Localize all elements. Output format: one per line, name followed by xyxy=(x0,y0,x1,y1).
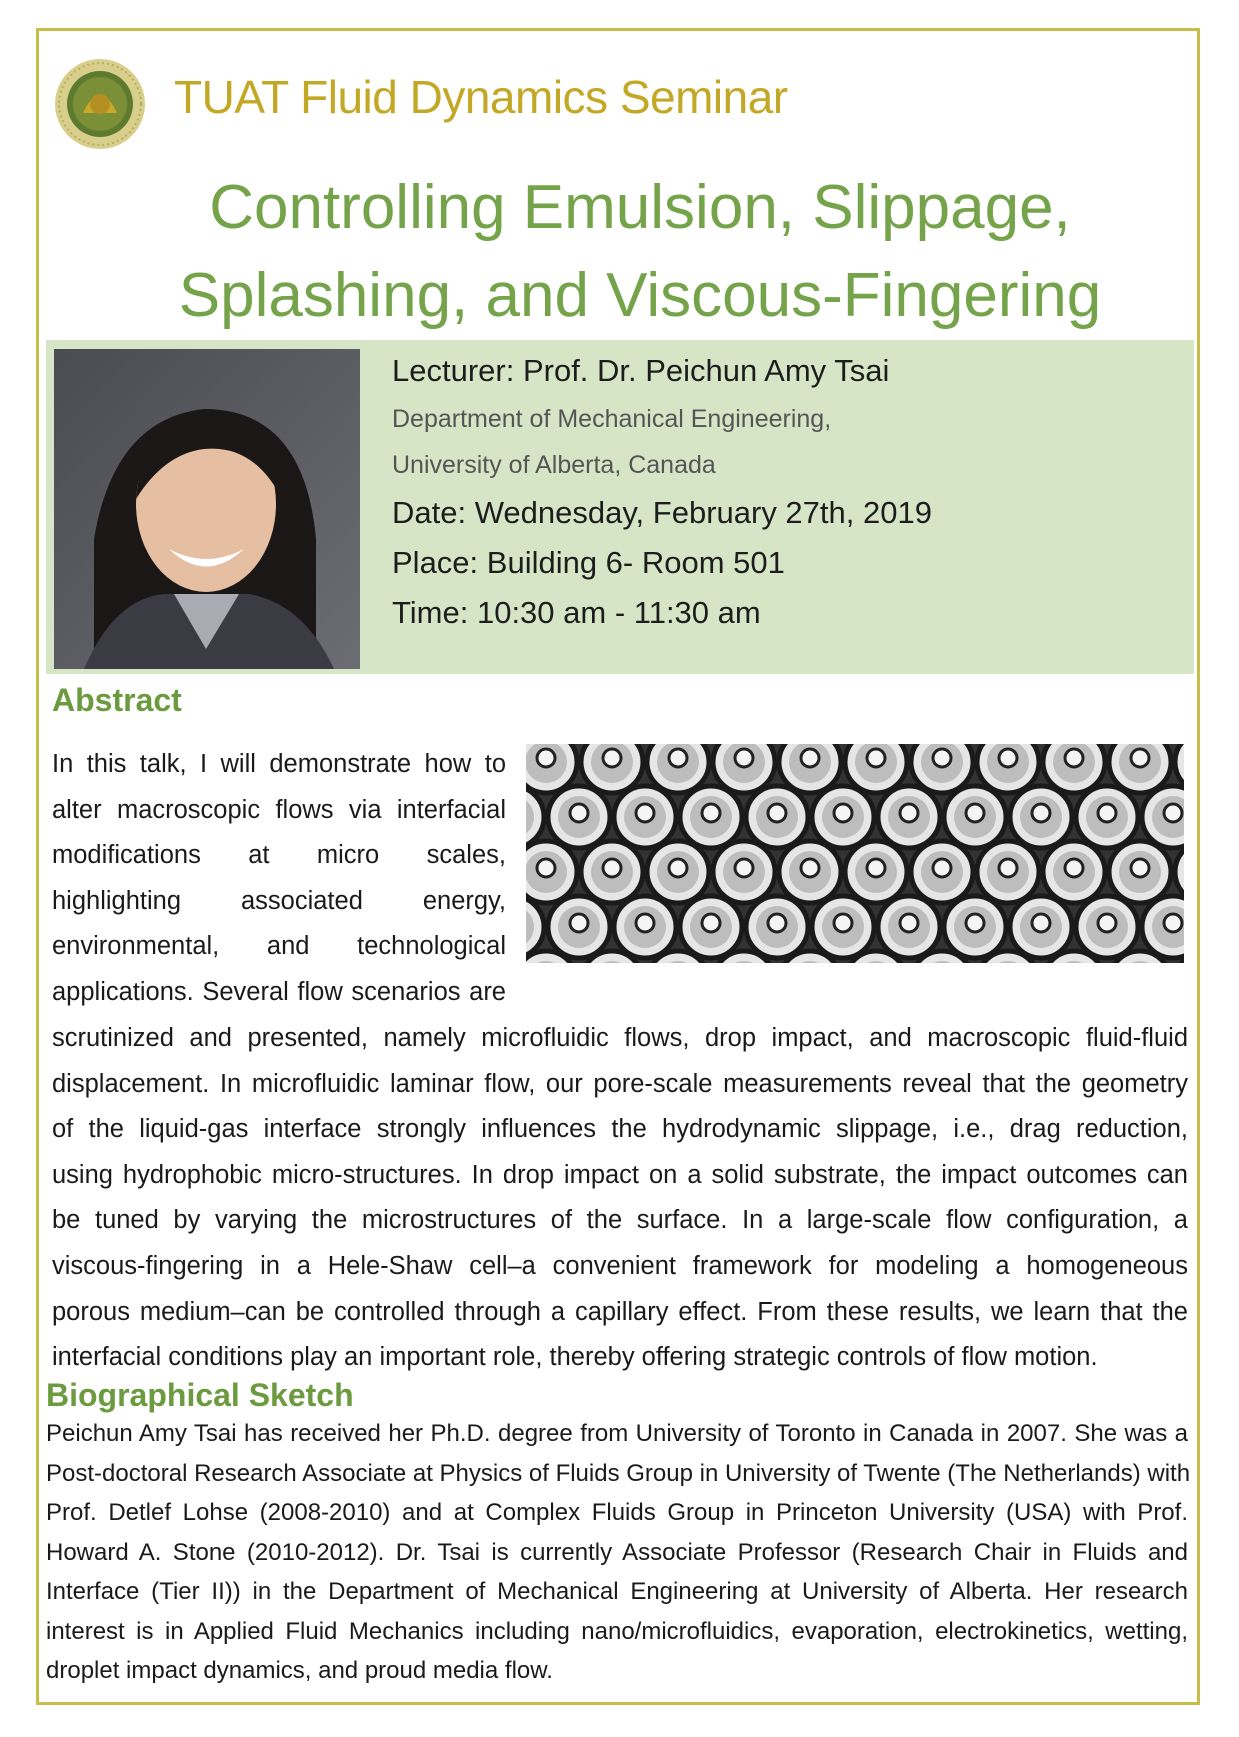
abstract-line: of the liquid-gas interface strongly influences the hydrodynamic slippage, i.e., drag reduction, xyxy=(52,1115,1188,1144)
abstract-line: applications. Several flow scenarios are xyxy=(52,977,506,1006)
university-seal-logo xyxy=(53,57,147,151)
bio-line: interest is in Applied Fluid Mechanics including nano/microfluidics, evaporation, electrokinetics, wetting, xyxy=(46,1617,1188,1645)
droplet xyxy=(1010,786,1072,848)
droplet xyxy=(680,786,742,848)
droplet xyxy=(944,786,1006,848)
abstract-line: interfacial conditions play an important role, thereby offering strategic controls of flow motion. xyxy=(52,1343,1098,1372)
abstract-heading: Abstract xyxy=(52,682,182,718)
droplet xyxy=(1142,896,1184,958)
droplet xyxy=(746,896,808,958)
droplet xyxy=(1076,786,1138,848)
droplet xyxy=(746,786,808,848)
droplet xyxy=(911,841,973,903)
droplet xyxy=(1109,841,1171,903)
bio-heading: Biographical Sketch xyxy=(46,1377,354,1413)
seminar-time: Time: 10:30 am - 11:30 am xyxy=(392,595,761,630)
speaker-photo xyxy=(54,349,360,669)
abstract-line: viscous-fingering in a Hele-Shaw cell–a convenient framework for modeling a homogeneous xyxy=(52,1251,1188,1280)
abstract-line: using hydrophobic micro-structures. In drop impact on a solid substrate, the impact outcomes can xyxy=(52,1160,1188,1189)
droplet xyxy=(812,896,874,958)
droplet xyxy=(680,896,742,958)
bio-text xyxy=(46,1414,1191,1691)
droplet xyxy=(1142,786,1184,848)
abstract-line: scrutinized and presented, namely microfluidic flows, drop impact, and macroscopic fluid-fluid xyxy=(52,1024,1188,1052)
droplet xyxy=(878,896,940,958)
droplet xyxy=(581,841,643,903)
droplet xyxy=(878,786,940,848)
droplet xyxy=(779,841,841,903)
droplet xyxy=(845,841,907,903)
droplet xyxy=(647,841,709,903)
droplet xyxy=(1043,841,1105,903)
droplet xyxy=(548,896,610,958)
abstract-line: porous medium–can be controlled through a capillary effect. From these results, we learn that the xyxy=(52,1297,1188,1326)
bio-line: Prof. Detlef Lohse (2008-2010) and at Complex Fluids Group in Princeton University (USA) with Prof. xyxy=(46,1499,1188,1526)
abstract-line: be tuned by varying the microstructures of the surface. In a large-scale flow configuration, a xyxy=(52,1206,1188,1235)
abstract-text-wide xyxy=(52,1016,1188,1381)
seminar-place: Place: Building 6- Room 501 xyxy=(392,545,785,580)
speaker-details xyxy=(392,346,932,638)
bio-line: Interface (Tier II)) in the Department of Mechanical Engineering at University of Alberta. Her research xyxy=(46,1578,1188,1605)
abstract-line: environmental, and technological xyxy=(52,932,506,961)
talk-title xyxy=(100,164,1180,340)
abstract-line: modifications at micro scales, xyxy=(52,841,506,870)
abstract-line: In this talk, I will demonstrate how to xyxy=(52,750,506,778)
abstract-line: displacement. In microfluidic laminar flow, our pore-scale measurements reveal that the geometry xyxy=(52,1069,1188,1098)
bio-line: Howard A. Stone (2010-2012). Dr. Tsai is currently Associate Professor (Research Chair in Fluids and xyxy=(46,1538,1188,1566)
abstract-line: highlighting associated energy, xyxy=(52,886,506,915)
droplet xyxy=(526,841,577,903)
talk-title-line-1: Controlling Emulsion, Slippage, xyxy=(209,173,1071,242)
seminar-date: Date: Wednesday, February 27th, 2019 xyxy=(392,495,932,530)
department-text: Department of Mechanical Engineering, xyxy=(392,405,832,433)
droplet xyxy=(713,841,775,903)
abstract-line: alter macroscopic flows via interfacial xyxy=(52,795,506,824)
seminar-series-title: TUAT Fluid Dynamics Seminar xyxy=(174,71,788,123)
bio-line: droplet impact dynamics, and proud media flow. xyxy=(46,1657,553,1684)
droplet xyxy=(1010,896,1072,958)
droplet xyxy=(944,896,1006,958)
droplet xyxy=(812,786,874,848)
talk-title-line-2: Splashing, and Viscous-Fingering xyxy=(178,261,1102,330)
lecturer-name: Lecturer: Prof. Dr. Peichun Amy Tsai xyxy=(392,353,890,388)
droplet xyxy=(548,786,610,848)
abstract-text-narrow xyxy=(52,742,506,1016)
bio-line: Peichun Amy Tsai has received her Ph.D. degree from University of Toronto in Canada in 2007. She was a xyxy=(46,1420,1188,1447)
droplet xyxy=(614,896,676,958)
droplet xyxy=(977,841,1039,903)
bio-line: Post-doctoral Research Associate at Physics of Fluids Group in University of Twente (The Netherlands) with xyxy=(46,1459,1191,1487)
university-text: University of Alberta, Canada xyxy=(392,451,716,479)
microfluidic-droplets-image xyxy=(526,744,1184,963)
droplet xyxy=(1076,896,1138,958)
droplet xyxy=(614,786,676,848)
